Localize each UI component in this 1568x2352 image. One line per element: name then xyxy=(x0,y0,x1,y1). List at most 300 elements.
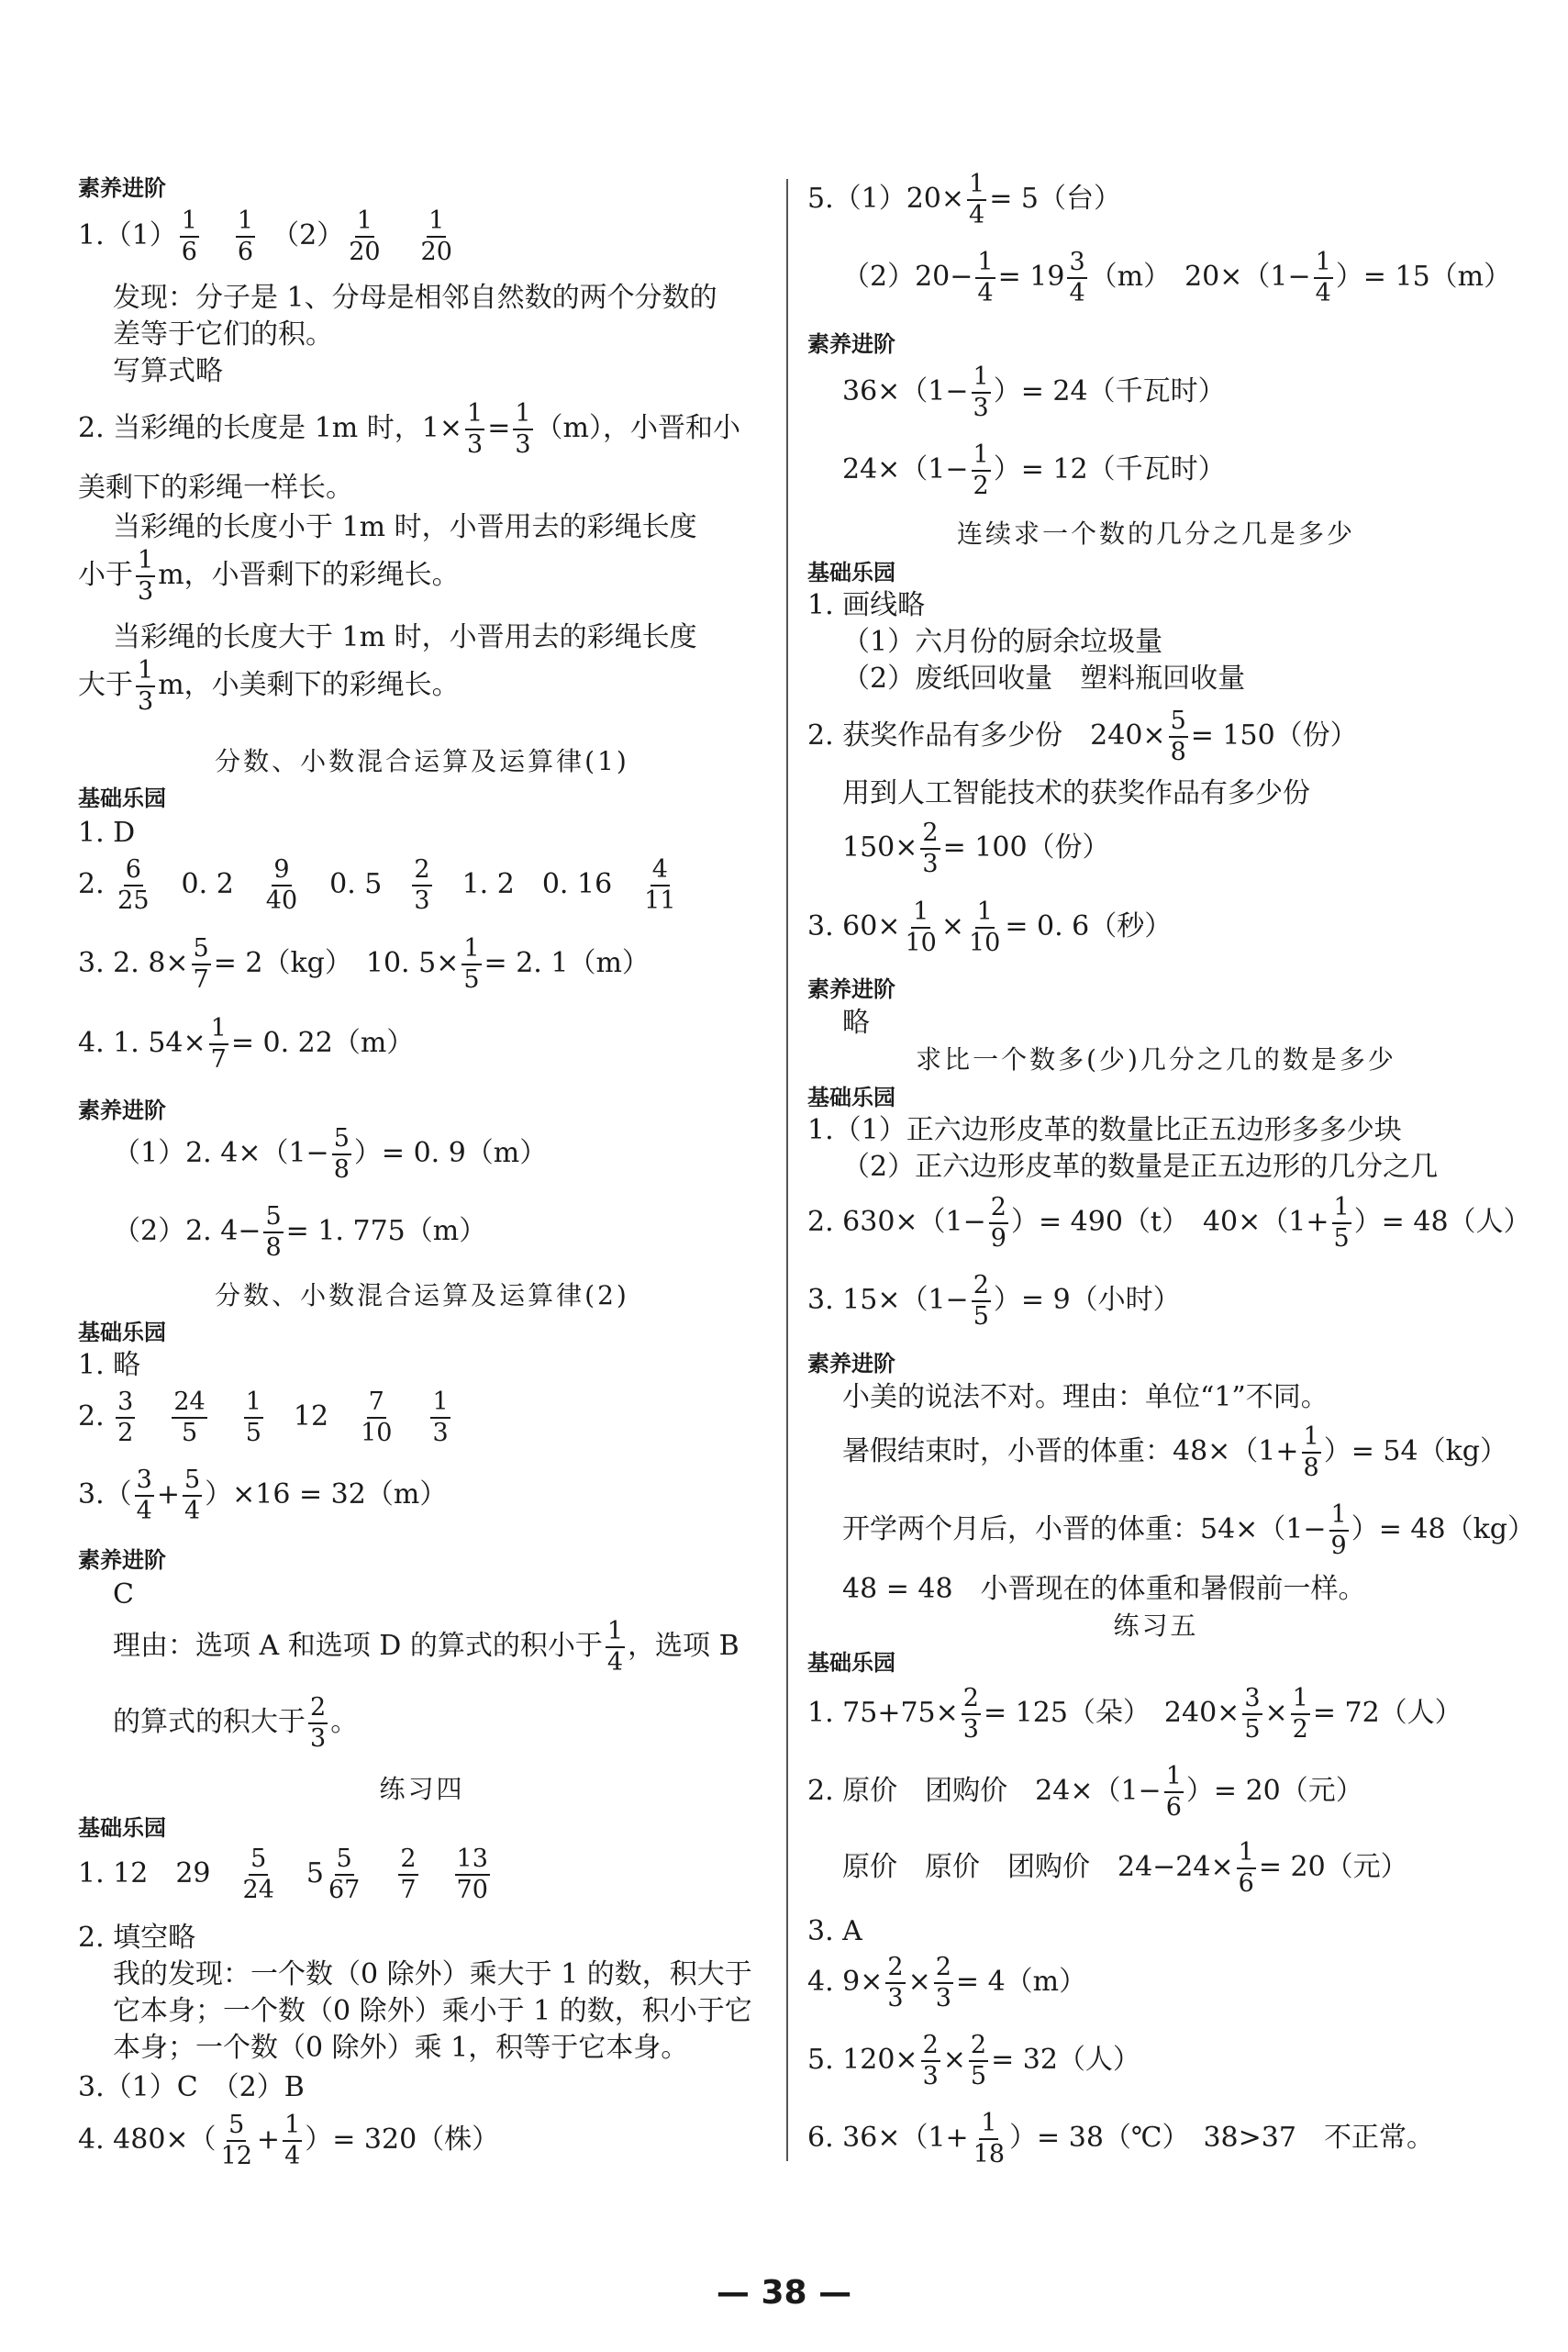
answer-line xyxy=(78,353,223,390)
fraction-numerator: 2 xyxy=(308,1693,328,1724)
text-run: 本身；一个数（0 除外）乘 1，积等于它本身。 xyxy=(113,2032,689,2064)
fraction xyxy=(1291,1684,1310,1744)
answer-line xyxy=(807,775,1310,812)
text-run: 素养进阶 xyxy=(78,1547,166,1573)
answer-line xyxy=(78,399,740,460)
fraction-denominator: 5 xyxy=(463,965,480,994)
fraction-numerator: 3 xyxy=(116,1388,135,1419)
text-run: 当彩绳的长度大于 1m 时，小晋用去的彩绳长度 xyxy=(113,621,697,653)
text-run: 2. 当彩绳的长度是 1m 时，1× xyxy=(78,412,462,444)
text-run: 求比一个数多(少)几分之几的数是多少 xyxy=(916,1044,1396,1075)
text-run: 发现：分子是 1、分母是相邻自然数的两个分数的 xyxy=(113,282,717,314)
answer-line xyxy=(78,1577,134,1613)
text-run: （2）20− xyxy=(842,261,973,293)
fraction xyxy=(989,1193,1008,1254)
fraction xyxy=(236,206,255,267)
text-run: = 125（朵） 240× xyxy=(983,1697,1240,1729)
text-run: 3. 15×（1− xyxy=(807,1284,969,1316)
text-run: 我的发现：一个数（0 除外）乘大于 1 的数，积大于 xyxy=(113,1958,752,1990)
fraction-numerator: 1 xyxy=(1302,1422,1321,1454)
fraction xyxy=(975,248,995,308)
text-run: = 20（元） xyxy=(1258,1851,1408,1883)
fraction-numerator: 2 xyxy=(920,819,940,850)
answer-line xyxy=(78,1202,486,1263)
answer-line xyxy=(807,819,1110,879)
text-run: 大于 xyxy=(78,669,133,701)
fraction-denominator: 7 xyxy=(193,965,209,994)
fraction-numerator: 5 xyxy=(192,934,211,965)
text-run: 素养进阶 xyxy=(78,175,166,201)
answer-line xyxy=(807,170,1121,230)
fraction xyxy=(462,934,481,995)
text-run: ）= 38（℃） 38>37 不正常。 xyxy=(1009,2122,1434,2154)
text-run: 3. A xyxy=(807,1915,862,1947)
text-run: 美剩下的彩绳一样长。 xyxy=(78,472,353,504)
answer-line xyxy=(807,624,1162,661)
fraction xyxy=(1067,248,1086,308)
answer-line xyxy=(78,280,717,317)
text-run: 略 xyxy=(842,1007,870,1039)
answer-line xyxy=(78,470,353,507)
text-run: = xyxy=(487,412,511,444)
fraction-numerator: 2 xyxy=(972,1271,991,1302)
fraction-numerator: 2 xyxy=(921,2031,940,2062)
fraction-numerator: 2 xyxy=(969,2031,988,2062)
fraction xyxy=(967,170,986,230)
fraction-numerator: 1 xyxy=(180,206,199,238)
answer-line xyxy=(807,587,925,624)
fraction-numerator: 1 xyxy=(355,206,374,238)
text-run: 用到人工智能技术的获奖作品有多少份 xyxy=(842,777,1310,809)
fraction xyxy=(921,2031,940,2091)
section-title xyxy=(807,1608,1505,1644)
answer-line xyxy=(807,707,1358,767)
text-run: = 2. 1（m） xyxy=(484,947,650,979)
text-run: 3.（1）C （2）B xyxy=(78,2071,305,2103)
text-run: 4. 1. 54× xyxy=(78,1027,206,1059)
text-run: × xyxy=(940,910,964,942)
fraction xyxy=(972,362,991,423)
text-run: 48 = 48 小晋现在的体重和暑假前一样。 xyxy=(842,1573,1366,1605)
answer-line xyxy=(807,1005,870,1042)
fraction xyxy=(1242,1684,1262,1744)
text-run: + xyxy=(256,2123,281,2156)
text-run: 1.（1）正六边形皮革的数量比正五边形多多少块 xyxy=(807,1114,1402,1146)
fraction-denominator: 3 xyxy=(138,687,154,716)
fraction-numerator: 1 xyxy=(236,206,255,238)
answer-line xyxy=(78,934,650,995)
text-run: （2）正六边形皮革的数量是正五边形的几分之几 xyxy=(842,1151,1439,1183)
fraction-numerator: 1 xyxy=(1291,1684,1310,1715)
subsection-heading xyxy=(78,780,166,817)
answer-line xyxy=(78,2069,305,2106)
text-run: 分数、小数混合运算及运算律(2) xyxy=(215,1280,629,1310)
fraction-denominator: 4 xyxy=(183,1497,201,1525)
text-run: ）= 9（小时） xyxy=(993,1284,1181,1316)
text-run: 的算式的积大于 xyxy=(113,1706,306,1738)
answer-line xyxy=(78,1466,447,1526)
fraction xyxy=(1332,1193,1351,1254)
fraction-denominator: 10 xyxy=(968,929,1001,957)
fraction-numerator: 1 xyxy=(1164,1762,1184,1793)
fraction-denominator: 3 xyxy=(922,2062,939,2090)
fraction-denominator: 3 xyxy=(432,1419,449,1447)
fraction xyxy=(172,1388,206,1448)
section-title xyxy=(78,1771,766,1808)
answer-line xyxy=(78,1993,752,2030)
fraction xyxy=(1302,1422,1321,1483)
text-run: = 4（m） xyxy=(955,1966,1087,1998)
fraction xyxy=(135,1466,154,1526)
fraction-numerator: 1 xyxy=(283,2111,302,2142)
answer-line xyxy=(78,619,697,656)
fraction-denominator: 3 xyxy=(515,430,531,459)
fraction xyxy=(885,1953,905,2013)
answer-line xyxy=(78,1956,752,1993)
fraction-numerator: 5 xyxy=(335,1845,354,1876)
fraction xyxy=(920,819,940,879)
fraction-denominator: 4 xyxy=(606,1648,624,1677)
answer-line xyxy=(807,248,1511,308)
fraction-denominator: 3 xyxy=(922,850,939,878)
text-run: 它本身；一个数（0 除外）乘小于 1 的数，积小于它 xyxy=(113,1995,752,2027)
answer-line xyxy=(78,1920,195,1956)
text-run: 基础乐园 xyxy=(78,1320,166,1345)
text-run: = 150（份） xyxy=(1190,719,1358,752)
answer-line xyxy=(78,317,333,353)
fraction xyxy=(332,1124,351,1185)
section-title xyxy=(807,1042,1505,1078)
fraction-denominator: 8 xyxy=(333,1155,350,1184)
fraction-denominator: 5 xyxy=(1244,1715,1261,1744)
answer-line xyxy=(807,2031,1140,2091)
text-run: ）= 320（株） xyxy=(305,2123,500,2156)
fraction-denominator: 10 xyxy=(905,929,937,957)
fraction xyxy=(419,206,454,267)
answer-line xyxy=(807,1149,1438,1186)
fraction-denominator: 12 xyxy=(220,2142,252,2170)
answer-line xyxy=(807,1193,1531,1254)
fraction-denominator: 5 xyxy=(1333,1224,1350,1253)
fraction-numerator: 1 xyxy=(1314,248,1333,279)
text-run: ）= 48（kg） xyxy=(1351,1513,1535,1545)
fraction-numerator: 1 xyxy=(1332,1193,1351,1224)
text-run: 1. 75+75× xyxy=(807,1697,959,1729)
fraction-denominator: 3 xyxy=(887,1984,904,2012)
fraction-denominator: 3 xyxy=(138,577,154,606)
subsection-heading xyxy=(807,1079,895,1116)
text-run: = 100（份） xyxy=(942,831,1110,864)
fraction-numerator: 1 xyxy=(972,440,991,472)
fraction-denominator: 20 xyxy=(420,238,452,266)
text-run: = 0. 22（m） xyxy=(230,1027,415,1059)
page-number: — 38 — xyxy=(716,2274,852,2312)
answer-line xyxy=(807,362,1226,423)
fraction-denominator: 4 xyxy=(1315,279,1331,307)
text-run: = 19 xyxy=(997,261,1065,293)
fraction-numerator: 9 xyxy=(272,855,291,886)
fraction-denominator: 67 xyxy=(328,1876,361,1904)
text-run: （2）2. 4− xyxy=(113,1215,261,1247)
text-run: 3. 60× xyxy=(807,910,901,942)
fraction-denominator: 9 xyxy=(990,1224,1006,1253)
fraction xyxy=(1329,1500,1349,1561)
text-run: 素养进阶 xyxy=(78,1098,166,1123)
answer-line xyxy=(807,1571,1366,1608)
fraction-denominator: 4 xyxy=(977,279,994,307)
answer-line xyxy=(78,509,697,546)
text-run: 2. 630×（1− xyxy=(807,1206,986,1238)
text-run: 1.（1） xyxy=(78,219,177,251)
text-run: 当彩绳的长度小于 1m 时，小晋用去的彩绳长度 xyxy=(113,511,697,543)
text-run: m，小美剩下的彩绳长。 xyxy=(158,669,460,701)
fraction-numerator: 1 xyxy=(244,1388,263,1419)
fraction-denominator: 5 xyxy=(970,2062,987,2090)
fraction-denominator: 2 xyxy=(1292,1715,1308,1744)
fraction-numerator: 1 xyxy=(465,399,484,430)
text-run: 2. xyxy=(78,1400,114,1432)
text-run: 理由：选项 A 和选项 D 的算式的积小于 xyxy=(113,1630,603,1662)
text-run: 5. 120× xyxy=(807,2044,918,2076)
answer-line xyxy=(78,815,135,852)
text-run: 练习四 xyxy=(379,1774,465,1804)
text-run: 2. xyxy=(78,868,114,900)
text-run: m，小晋剩下的彩绳长。 xyxy=(158,559,460,591)
fraction-numerator: 1 xyxy=(1329,1500,1349,1532)
fraction-numerator: 1 xyxy=(136,656,155,687)
text-run: ）= 0. 9（m） xyxy=(353,1137,548,1169)
text-run: 基础乐园 xyxy=(807,560,895,585)
text-run: 150× xyxy=(842,831,918,864)
subsection-heading xyxy=(78,1314,166,1351)
answer-line xyxy=(78,656,460,717)
fraction xyxy=(969,2031,988,2091)
text-run: = 1. 775（m） xyxy=(285,1215,487,1247)
answer-line xyxy=(807,1112,1402,1149)
fraction xyxy=(1237,1838,1256,1899)
text-run: （1）2. 4×（1− xyxy=(113,1137,329,1169)
text-run: 24×（1− xyxy=(842,453,969,485)
section-title xyxy=(78,1277,766,1314)
fraction-denominator: 4 xyxy=(969,201,985,229)
fraction xyxy=(967,897,1002,958)
fraction xyxy=(398,1845,417,1905)
fraction xyxy=(308,1693,328,1754)
subsection-heading xyxy=(78,170,166,206)
fraction xyxy=(972,1271,991,1332)
answer-line xyxy=(78,1388,453,1448)
text-run: ）= 490（t） 40×（1+ xyxy=(1010,1206,1329,1238)
fraction xyxy=(263,1202,283,1263)
subsection-heading xyxy=(78,1542,166,1578)
fraction-denominator: 6 xyxy=(1238,1869,1254,1898)
fraction xyxy=(962,1684,981,1744)
fraction xyxy=(219,2111,254,2171)
fraction-numerator: 1 xyxy=(430,1388,450,1419)
text-run: 连续求一个数的几分之几是多少 xyxy=(956,518,1355,549)
fraction-denominator: 8 xyxy=(265,1233,282,1262)
fraction-numerator: 3 xyxy=(135,1466,154,1497)
fraction-numerator: 5 xyxy=(249,1845,268,1876)
text-run: 1. 12 29 xyxy=(78,1857,239,1889)
answer-line xyxy=(78,1617,740,1678)
text-run: + xyxy=(156,1478,180,1510)
fraction xyxy=(347,206,382,267)
answer-line xyxy=(807,1422,1507,1483)
text-run: 素养进阶 xyxy=(807,976,895,1002)
answer-line xyxy=(78,1014,414,1075)
fraction xyxy=(136,656,155,717)
answer-line xyxy=(78,1124,547,1185)
text-run: 差等于它们的积。 xyxy=(113,318,333,351)
fraction-denominator: 4 xyxy=(284,2142,301,2170)
fraction xyxy=(327,1845,361,1905)
fraction-denominator: 6 xyxy=(1165,1793,1182,1822)
answer-line xyxy=(807,661,1245,697)
text-run: 1. 画线略 xyxy=(807,589,926,621)
fraction-denominator: 7 xyxy=(210,1045,227,1074)
fraction-numerator: 1 xyxy=(136,546,155,577)
text-run: 4. 9× xyxy=(807,1966,884,1998)
fraction-denominator: 5 xyxy=(973,1302,989,1331)
fraction-numerator: 1 xyxy=(606,1617,625,1648)
fraction-denominator: 25 xyxy=(117,886,150,915)
answer-line xyxy=(78,2111,499,2171)
text-run: = 72（人） xyxy=(1312,1697,1462,1729)
fraction-denominator: 6 xyxy=(237,238,254,266)
text-run: C xyxy=(113,1578,134,1611)
fraction-numerator: 2 xyxy=(398,1845,417,1876)
fraction-denominator: 5 xyxy=(181,1419,198,1447)
text-run: ）= 12（千瓦时） xyxy=(993,453,1226,485)
answer-line xyxy=(807,1913,862,1950)
fraction-denominator: 7 xyxy=(400,1876,417,1904)
text-run: 3. 2. 8× xyxy=(78,947,189,979)
fraction-numerator: 5 xyxy=(332,1124,351,1155)
text-run: × xyxy=(1264,1697,1288,1729)
fraction xyxy=(1314,248,1333,308)
text-run: = 5（台） xyxy=(989,183,1121,215)
answer-line xyxy=(78,855,681,916)
text-run: （m） 20×（1− xyxy=(1089,261,1311,293)
answer-line xyxy=(807,2109,1434,2169)
fraction-numerator: 5 xyxy=(263,1202,283,1233)
fraction-numerator: 1 xyxy=(1237,1838,1256,1869)
fraction xyxy=(1164,1762,1184,1823)
text-run: 0. 2 xyxy=(153,868,261,900)
fraction-denominator: 3 xyxy=(935,1984,951,2012)
fraction-denominator: 8 xyxy=(1303,1454,1319,1482)
text-run: （2）废纸回收量 塑料瓶回收量 xyxy=(842,663,1246,695)
fraction xyxy=(465,399,484,460)
fraction xyxy=(359,1388,394,1448)
text-run: 基础乐园 xyxy=(807,1085,895,1110)
fraction-numerator: 1 xyxy=(972,362,991,394)
fraction xyxy=(934,1953,953,2013)
subsection-heading xyxy=(807,971,895,1008)
text-run: 开学两个月后，小晋的体重：54×（1− xyxy=(842,1513,1327,1545)
text-run: 练习五 xyxy=(1113,1611,1199,1641)
text-run: 12 xyxy=(265,1400,357,1432)
fraction xyxy=(606,1617,625,1678)
fraction-denominator: 20 xyxy=(349,238,381,266)
text-run: 3.（ xyxy=(78,1478,132,1510)
fraction-denominator: 2 xyxy=(973,472,989,500)
text-run: ）= 20（元） xyxy=(1185,1775,1363,1807)
fraction xyxy=(136,546,155,607)
answer-line xyxy=(807,1838,1408,1899)
fraction-numerator: 1 xyxy=(513,399,532,430)
answer-line xyxy=(807,1762,1363,1823)
text-run: 。 xyxy=(330,1706,359,1738)
text-run: ）= 48（人） xyxy=(1353,1206,1531,1238)
text-run: 写算式略 xyxy=(113,355,223,387)
text-run: × xyxy=(942,2044,966,2076)
text-run: 原价 原价 团购价 24−24× xyxy=(842,1851,1234,1883)
fraction xyxy=(116,855,150,916)
fraction xyxy=(264,855,299,916)
text-run: ）= 15（m） xyxy=(1335,261,1512,293)
fraction-numerator: 1 xyxy=(975,897,995,929)
fraction xyxy=(283,2111,302,2171)
fraction-numerator: 1 xyxy=(427,206,446,238)
text-run: 小美的说法不对。理由：单位“1”不同。 xyxy=(842,1381,1329,1413)
text-run: = 0. 6（秒） xyxy=(1005,910,1173,942)
text-run: 分数、小数混合运算及运算律(1) xyxy=(215,746,629,776)
text-run: 1. 2 0. 16 xyxy=(434,868,640,900)
fraction xyxy=(1169,707,1188,767)
fraction-numerator: 2 xyxy=(934,1953,953,1984)
fraction-numerator: 5 xyxy=(183,1466,202,1497)
fraction-numerator: 1 xyxy=(911,897,930,929)
fraction-denominator: 9 xyxy=(1330,1532,1347,1560)
section-title xyxy=(807,516,1505,552)
text-run: 2. 填空略 xyxy=(78,1922,196,1954)
answer-line xyxy=(78,1347,140,1384)
fraction xyxy=(209,1014,228,1075)
subsection-heading xyxy=(807,1644,895,1681)
column-divider xyxy=(786,179,788,2161)
fraction-denominator: 8 xyxy=(1170,738,1186,766)
fraction-denominator: 3 xyxy=(962,1715,979,1744)
fraction-numerator: 1 xyxy=(462,934,481,965)
fraction-numerator: 4 xyxy=(651,855,670,886)
subsection-heading xyxy=(78,1810,166,1846)
fraction-denominator: 3 xyxy=(414,886,430,915)
text-run: 基础乐园 xyxy=(78,1815,166,1841)
fraction-denominator: 24 xyxy=(242,1876,274,1904)
subsection-heading xyxy=(78,1092,166,1129)
fraction xyxy=(116,1388,135,1448)
subsection-heading xyxy=(807,326,895,362)
answer-line xyxy=(807,1953,1086,2013)
text-run: 36×（1− xyxy=(842,375,969,407)
text-run: 2. 获奖作品有多少份 240× xyxy=(807,719,1166,752)
text-run: 基础乐园 xyxy=(78,786,166,811)
text-run: × xyxy=(907,1966,931,1998)
fraction xyxy=(430,1388,450,1448)
subsection-heading xyxy=(807,1345,895,1382)
text-run: 小于 xyxy=(78,559,133,591)
fraction xyxy=(972,440,991,501)
fraction xyxy=(244,1388,263,1448)
text-run: 2. 原价 团购价 24×（1− xyxy=(807,1775,1162,1807)
fraction-numerator: 1 xyxy=(975,248,995,279)
answer-line xyxy=(807,440,1226,501)
fraction-numerator: 3 xyxy=(1242,1684,1262,1715)
fraction-numerator: 2 xyxy=(412,855,431,886)
text-run: = 2（kg） 10. 5× xyxy=(213,947,460,979)
